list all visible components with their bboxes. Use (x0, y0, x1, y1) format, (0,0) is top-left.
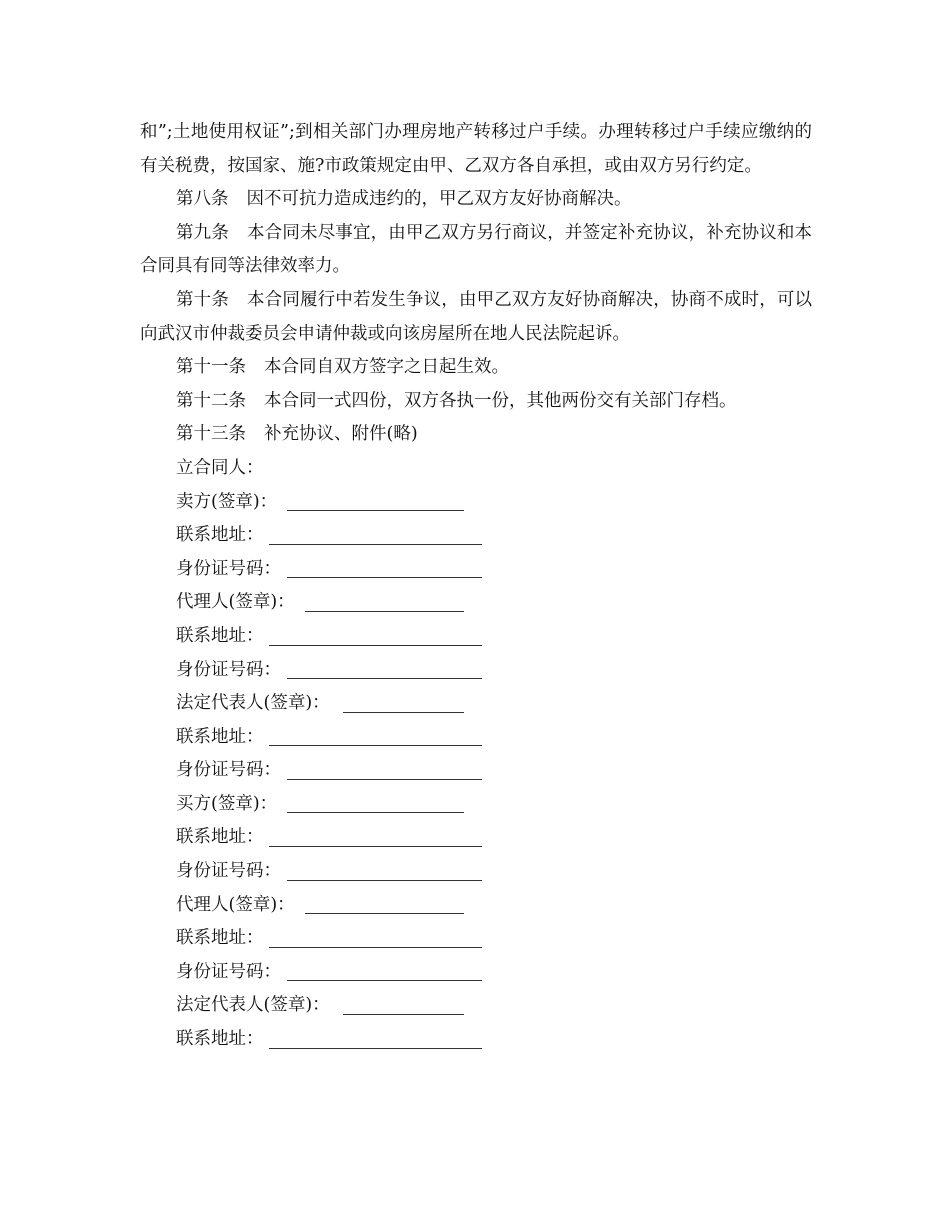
field-label: 联系地址： (176, 1029, 264, 1050)
article-text: 本合同自双方签字之日起生效。 (264, 357, 509, 378)
signature-blank[interactable] (343, 712, 464, 713)
field-label: 买方(签章)： (176, 793, 278, 814)
signature-field (176, 788, 812, 822)
signature-blank[interactable] (287, 980, 482, 981)
field-label: 联系地址： (176, 625, 264, 646)
article-text: 本合同一式四份，双方各执一份，其他两份交有关部门存档。 (264, 390, 737, 411)
article-9 (140, 217, 812, 284)
field-label: 身份证号码： (176, 659, 281, 680)
signature-field (176, 821, 812, 855)
field-label: 法定代表人(签章)： (176, 693, 330, 714)
signature-blank[interactable] (269, 745, 482, 746)
signature-field (176, 754, 812, 788)
signature-field (176, 620, 812, 654)
field-label: 身份证号码： (176, 861, 281, 882)
field-label: 法定代表人(签章)： (176, 995, 330, 1016)
signature-field (176, 486, 812, 520)
article-number: 第十条 (176, 289, 229, 310)
signature-field (176, 989, 812, 1023)
signature-blank[interactable] (343, 1014, 464, 1015)
signature-field (176, 1023, 812, 1057)
signature-blank[interactable] (287, 577, 482, 578)
signature-blank[interactable] (269, 544, 482, 545)
signature-field (176, 553, 812, 587)
signature-blank[interactable] (287, 812, 464, 813)
signature-blank[interactable] (287, 678, 482, 679)
contract-body (140, 116, 812, 1057)
signature-field (176, 721, 812, 755)
article-number: 第九条 (176, 222, 229, 243)
article-number: 第十一条 (176, 357, 246, 378)
signature-blank[interactable] (305, 611, 464, 612)
signature-field (176, 922, 812, 956)
field-label: 联系地址： (176, 726, 264, 747)
signature-field (176, 654, 812, 688)
article-text: 因不可抗力造成违约的，甲乙双方友好协商解决。 (246, 189, 632, 210)
intro-paragraph: 和”;土地使用权证”;到相关部门办理房地产转移过户手续。办理转移过户手续应缴纳的有关税费，按国家、施?市政策规定由甲、乙双方各自承担，或由双方另行约定。 (140, 122, 812, 176)
field-label: 身份证号码： (176, 760, 281, 781)
signature-field (176, 687, 812, 721)
signature-field (176, 586, 812, 620)
article-12 (140, 385, 812, 419)
signature-blank[interactable] (269, 1048, 482, 1049)
field-label: 卖方(签章)： (176, 491, 278, 512)
signature-blank[interactable] (287, 880, 482, 881)
article-10 (140, 284, 812, 351)
article-13 (140, 418, 812, 452)
signature-blank[interactable] (287, 510, 464, 511)
signature-blank[interactable] (269, 947, 482, 948)
signature-blank[interactable] (269, 846, 482, 847)
signature-heading-label: 立合同人： (176, 457, 264, 478)
article-11 (140, 351, 812, 385)
article-text: 补充协议、附件(略) (264, 424, 418, 445)
signature-field (176, 889, 812, 923)
field-label: 联系地址： (176, 525, 264, 546)
field-label: 身份证号码： (176, 961, 281, 982)
field-label: 代理人(签章)： (176, 894, 295, 915)
field-label: 联系地址： (176, 928, 264, 949)
signature-blank[interactable] (287, 779, 482, 780)
signature-blank[interactable] (269, 645, 482, 646)
article-8 (140, 183, 812, 217)
signature-field (176, 855, 812, 889)
field-label: 代理人(签章)： (176, 592, 295, 613)
article-number: 第八条 (176, 189, 229, 210)
field-label: 联系地址： (176, 827, 264, 848)
article-text: 本合同未尽事宜，由甲乙双方另行商议，并签定补充协议，补充协议和本合同具有同等法律效率力。 (140, 222, 813, 277)
signature-field (176, 519, 812, 553)
field-label: 身份证号码： (176, 558, 281, 579)
article-number: 第十二条 (176, 390, 246, 411)
article-number: 第十三条 (176, 424, 246, 445)
signature-field (176, 956, 812, 990)
article-text: 本合同履行中若发生争议，由甲乙双方友好协商解决，协商不成时，可以向武汉市仲裁委员会申请仲裁或向该房屋所在地人民法院起诉。 (140, 289, 813, 344)
signature-blank[interactable] (305, 913, 464, 914)
signature-heading (176, 452, 812, 486)
